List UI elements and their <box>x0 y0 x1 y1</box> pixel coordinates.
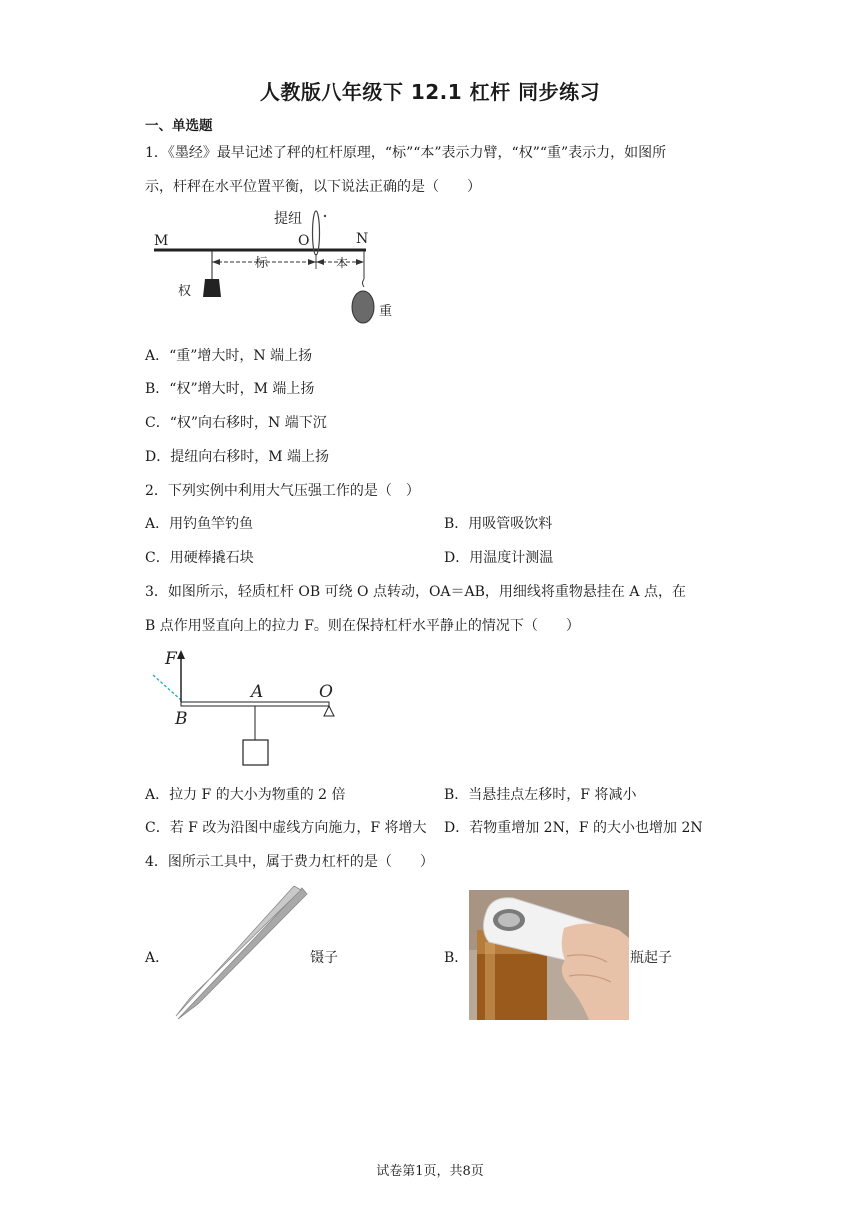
q1-stem-line1: 1．《墨经》最早记述了秤的杠杆原理，“标”“本”表示力臂，“权”“重”表示力，如图所 <box>145 145 667 161</box>
q3-option-a[interactable]: A．拉力 F 的大小为物重的 2 倍 <box>145 787 346 803</box>
label-quan: 权 <box>178 284 192 299</box>
lever-figure <box>145 645 345 770</box>
q1-option-c[interactable]: C．“权”向右移时，N 端下沉 <box>145 415 327 431</box>
q3-stem-line2: B 点作用竖直向上的拉力 F。则在保持杠杆水平静止的情况下（ ） <box>145 618 580 634</box>
q1-stem-line2: 示，杆秤在水平位置平衡，以下说法正确的是（ ） <box>145 179 481 195</box>
q1-option-a[interactable]: A．“重”增大时，N 端上扬 <box>145 348 313 364</box>
lifting-cord <box>313 211 320 255</box>
hanging-weight <box>243 740 268 765</box>
label-m: M <box>154 233 169 249</box>
lever-bar <box>181 702 329 706</box>
q2-option-d[interactable]: D．用温度计测温 <box>444 550 554 566</box>
steelyard-figure <box>150 205 410 330</box>
label-o3: O <box>319 682 333 702</box>
label-n: N <box>356 231 369 247</box>
label-a: A <box>251 682 264 702</box>
q2-option-b[interactable]: B．用吸管吸饮料 <box>444 516 553 532</box>
page-footer: 试卷第1页，共8页 <box>376 1164 484 1179</box>
q3-option-c[interactable]: C．若 F 改为沿图中虚线方向施力，F 将增大 <box>145 820 427 836</box>
label-f: F <box>165 649 177 669</box>
page-title: 人教版八年级下 12.1 杠杆 同步练习 <box>259 80 601 104</box>
q2-option-c[interactable]: C．用硬棒撬石块 <box>145 550 254 566</box>
label-o: O <box>298 233 310 249</box>
label-zhong: 重 <box>379 304 393 319</box>
q4-stem: 4．图所示工具中，属于费力杠杆的是（ ） <box>145 854 434 870</box>
label-b: B <box>175 709 188 729</box>
heavy-object <box>352 291 374 323</box>
q3-stem-line1: 3．如图所示，轻质杠杆 OB 可绕 O 点转动，OA＝AB，用细线将重物悬挂在 A 点，在 <box>145 584 686 600</box>
dashed-force-line <box>153 675 181 700</box>
q3-option-d[interactable]: D．若物重增加 2N，F 的大小也增加 2N <box>444 820 703 836</box>
section-heading: 一、单选题 <box>145 118 213 134</box>
counterweight <box>203 279 221 297</box>
q1-option-d[interactable]: D．提纽向右移时，M 端上扬 <box>145 449 330 465</box>
label-ben: 本 <box>336 256 349 270</box>
label-biao: 标 <box>255 256 269 271</box>
q2-option-a[interactable]: A．用钓鱼竿钓鱼 <box>145 516 254 532</box>
q4-option-a-name: 镊子 <box>310 950 338 966</box>
label-tizhu: 提纽 <box>274 211 302 227</box>
pivot <box>324 706 334 716</box>
q3-option-b[interactable]: B．当悬挂点左移时，F 将减小 <box>444 787 637 803</box>
tweezers-image[interactable] <box>168 886 308 1021</box>
bottle-opener-image[interactable] <box>469 890 629 1020</box>
q4-option-b-letter[interactable]: B． <box>444 950 469 966</box>
q2-stem: 2．下列实例中利用大气压强工作的是（ ） <box>145 483 420 499</box>
q4-option-a-letter[interactable]: A． <box>145 950 170 966</box>
q4-option-b-name: 瓶起子 <box>630 950 672 966</box>
q1-option-b[interactable]: B．“权”增大时，M 端上扬 <box>145 381 315 397</box>
